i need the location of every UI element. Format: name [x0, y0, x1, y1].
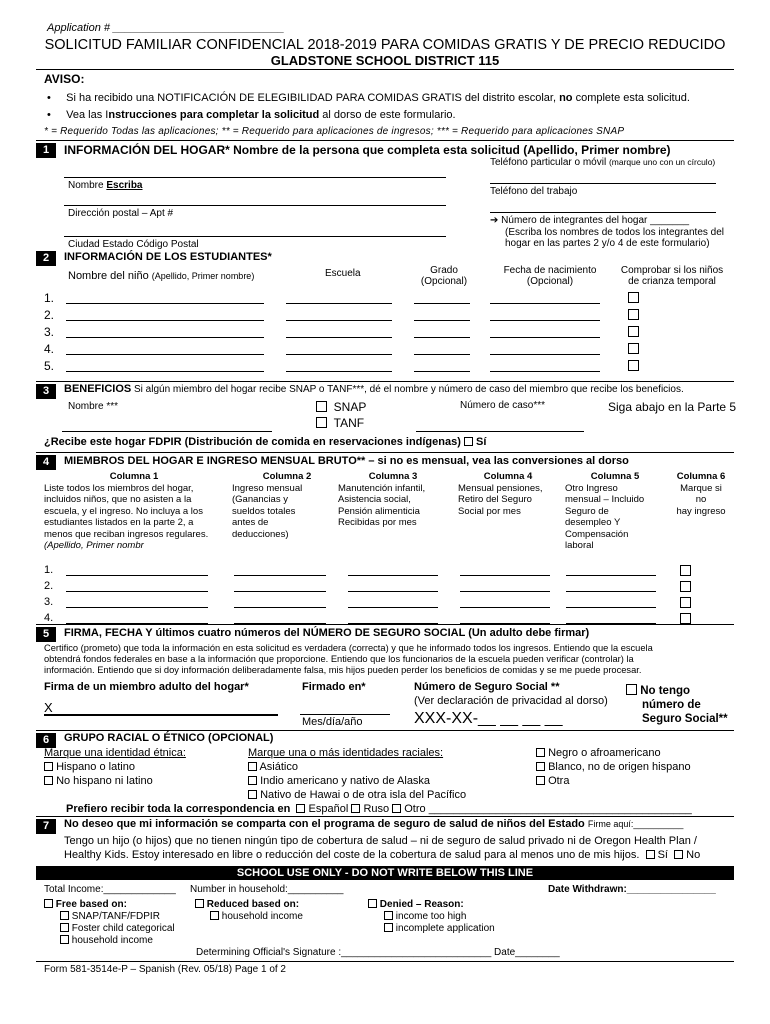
- no-ssn-line-2: número de: [642, 699, 701, 711]
- c5-line: desempleo Y: [565, 517, 621, 528]
- household-count-note-2: hogar en las partes 2 y/o 4 de este formulario): [505, 238, 710, 249]
- c6-line: Marque si: [680, 482, 722, 494]
- section-3-title: BENEFICIOS Si algún miembro del hogar recibe SNAP o TANF***, dé el nombre y número de caso del miembro que recibe los beneficios.: [64, 383, 684, 395]
- c3-line: Pensión alimenticia: [338, 505, 420, 517]
- section-1-number: 1: [36, 143, 56, 158]
- student-school-field[interactable]: [286, 337, 392, 338]
- certification-line-1: Certifico (prometo) que toda la información en esta solicitud es verdadera (correcta) y que he informado todos los ingresos. Entiendo que la escuela: [44, 643, 653, 653]
- section-3-number: 3: [36, 384, 56, 399]
- member-row-label: 2.: [44, 580, 54, 592]
- date-format-label: Mes/día/año: [302, 716, 363, 728]
- income-col3-field[interactable]: [348, 575, 438, 576]
- student-grade-field[interactable]: [414, 337, 470, 338]
- race-label: Marque una o más identidades raciales:: [248, 747, 444, 759]
- student-name-field[interactable]: [66, 337, 264, 338]
- section-4-number: 4: [36, 455, 56, 470]
- student-dob-field[interactable]: [490, 320, 600, 321]
- c4-line: Retiro del Seguro: [458, 494, 532, 505]
- tanf-checkbox[interactable]: TANF: [316, 416, 364, 430]
- member-row-label: 4.: [44, 612, 54, 624]
- student-name-field[interactable]: [66, 371, 264, 372]
- income-col2-field[interactable]: [234, 591, 326, 592]
- col-grade: Grado (Opcional): [420, 265, 468, 287]
- student-grade-field[interactable]: [414, 320, 470, 321]
- district-name: GLADSTONE SCHOOL DISTRICT 115: [270, 53, 500, 68]
- column-4-desc: Columna 4 Mensual pensiones, Retiro del Seguro Social por mes: [458, 471, 558, 517]
- form-footer: Form 581-3514e-P – Spanish (Rev. 05/18) Page 1 of 2: [44, 964, 286, 975]
- lang-other-checkbox[interactable]: [392, 804, 401, 813]
- student-dob-field[interactable]: [490, 337, 600, 338]
- student-row-label: 2.: [44, 308, 55, 322]
- aviso-bullet-2: • Vea las Instrucciones para completar la solicitud al dorso de este formulario.: [47, 109, 456, 121]
- c5-line: Seguro de: [565, 505, 609, 517]
- c2-line: Ingreso mensual: [232, 482, 303, 494]
- lang-spanish-checkbox[interactable]: [296, 804, 305, 813]
- certification-line-2: obtendrá fondos federales en base a la información que proporcione. Entiendo que los funcionarios de la escuela pueden verificar (controlar) la: [44, 654, 634, 664]
- column-3-desc: Columna 3 Manutención infantil, Asistencia social, Pensión alimenticia Recibidas por mes: [338, 471, 448, 529]
- case-number-label: Número de caso***: [460, 400, 546, 411]
- section-2-number: 2: [36, 251, 56, 266]
- foster-checkbox[interactable]: [628, 360, 639, 373]
- student-school-field[interactable]: [286, 303, 392, 304]
- school-use-bar: SCHOOL USE ONLY - DO NOT WRITE BELOW THIS LINE: [36, 866, 734, 880]
- column-1-line: escuela, y el ingreso. No incluya a los: [44, 505, 203, 517]
- signed-date-field[interactable]: [300, 714, 390, 715]
- student-dob-field[interactable]: [490, 303, 600, 304]
- c5-line: laboral: [565, 540, 594, 551]
- section-6-number: 6: [36, 733, 56, 748]
- section-5-title: FIRMA, FECHA Y últimos cuatro números del NÚMERO DE SEGURO SOCIAL (Un adulto debe firmar): [64, 627, 590, 639]
- free-snap[interactable]: SNAP/TANF/FDPIR: [60, 911, 160, 922]
- name-label: Nombre Escriba: [68, 180, 143, 191]
- c3-line: Manutención infantil,: [338, 482, 426, 494]
- income-col2-field[interactable]: [234, 575, 326, 576]
- income-col2-field[interactable]: [234, 607, 326, 608]
- snap-checkbox[interactable]: SNAP: [316, 400, 366, 414]
- aviso-bullet-1: • Si ha recibido una NOTIFICACIÓN DE ELEGIBILIDAD PARA COMIDAS GRATIS del distrito escolar, no complete esta solicitud.: [47, 92, 690, 104]
- reduced-based-on: Reduced based on:: [195, 899, 299, 910]
- student-school-field[interactable]: [286, 371, 392, 372]
- work-phone-label: Teléfono del trabajo: [490, 186, 578, 197]
- section-4-title: MIEMBROS DEL HOGAR E INGRESO MENSUAL BRUTO** – si no es mensual, vea las conversiones al dorso: [64, 455, 629, 467]
- ssn-note: (Ver declaración de privacidad al dorso): [414, 695, 608, 707]
- required-legend: * = Requerido Todas las aplicaciones; ** = Requerido para aplicaciones de ingresos; *** = Requerido para aplicaciones SNAP: [44, 126, 625, 137]
- ethnicity-label: Marque una identidad étnica:: [44, 747, 186, 759]
- fdpir-question: ¿Recibe este hogar FDPIR (Distribución de comida en reservaciones indígenas) Sí: [44, 436, 487, 448]
- signature-field[interactable]: [44, 714, 278, 716]
- c2-line: sueldos totales: [232, 505, 296, 517]
- foster-checkbox[interactable]: [628, 343, 639, 356]
- fdpir-checkbox[interactable]: [464, 437, 473, 446]
- column-6-desc: Columna 6 Marque si no hay ingreso: [668, 471, 734, 517]
- column-1-line: menos que reciban ingresos regulares.: [44, 528, 209, 540]
- health-no-checkbox[interactable]: [674, 850, 683, 859]
- no-income-checkbox[interactable]: [680, 565, 691, 578]
- income-col3-field[interactable]: [348, 607, 438, 608]
- race-option-other[interactable]: Otra: [536, 775, 569, 787]
- c5-line: Otro Ingreso: [565, 482, 618, 494]
- section-7-title: No deseo que mi información se comparta con el programa de seguro de salud de niños del Estado Firme aquí:__________: [64, 818, 684, 830]
- foster-checkbox[interactable]: [628, 292, 639, 305]
- ethnicity-option-not-hispanic[interactable]: No hispano ni latino: [44, 775, 153, 787]
- case-number-field[interactable]: [416, 431, 584, 432]
- student-row-label: 1.: [44, 291, 55, 305]
- income-col4-field[interactable]: [460, 607, 550, 608]
- member-name-field[interactable]: [66, 575, 208, 576]
- student-school-field[interactable]: [286, 320, 392, 321]
- race-option-black[interactable]: Negro o afroamericano: [536, 747, 661, 759]
- certification-line-3: información. Entiendo que si doy información deliberadamente falsa, mis hijos pueden perder los beneficios de comidas y se me puede procesar.: [44, 665, 642, 675]
- address-label: Dirección postal – Apt #: [68, 208, 174, 219]
- column-1-desc: Columna 1 Liste todos los miembros del hogar, incluidos niños, que no asisten a la escuela, y el ingreso. No incluya a los estudiantes listados en la parte 2, a menos que reciban ingresos regulares. (Apellido, Primer nombr: [44, 471, 224, 552]
- student-school-field[interactable]: [286, 354, 392, 355]
- denied-reason: Denied – Reason:: [368, 899, 464, 910]
- student-name-field[interactable]: [66, 303, 264, 304]
- column-1-line: (Apellido, Primer nombr: [44, 540, 144, 551]
- student-dob-field[interactable]: [490, 354, 600, 355]
- date-withdrawn: Date Withdrawn:________________: [548, 884, 716, 895]
- income-col3-field[interactable]: [348, 591, 438, 592]
- student-grade-field[interactable]: [414, 303, 470, 304]
- health-yes-checkbox[interactable]: [646, 850, 655, 859]
- student-name-field[interactable]: [66, 354, 264, 355]
- city-state-zip-label: Ciudad Estado Código Postal: [68, 239, 199, 250]
- no-income-checkbox[interactable]: [680, 597, 691, 610]
- c4-line: Mensual pensiones,: [458, 482, 543, 494]
- c6-line: no: [695, 494, 707, 505]
- student-grade-field[interactable]: [414, 354, 470, 355]
- race-option-asian[interactable]: Asiático: [248, 761, 298, 773]
- home-phone-label: Teléfono particular o móvil (marque uno con un círculo): [490, 157, 716, 168]
- column-1-line: Liste todos los miembros del hogar,: [44, 482, 194, 494]
- income-col4-field[interactable]: [460, 575, 550, 576]
- column-2-desc: Columna 2 Ingreso mensual (Ganancias y sueldos totales antes de deducciones): [232, 471, 342, 540]
- c6-line: hay ingreso: [676, 505, 726, 517]
- member-row-label: 3.: [44, 596, 54, 608]
- race-option-pacific-islander[interactable]: Nativo de Hawai o de otra isla del Pacífico: [248, 789, 466, 801]
- benefit-name-field[interactable]: [62, 431, 272, 432]
- signed-date-label: Firmado en*: [302, 681, 366, 693]
- column-1-line: incluidos niños, que no asisten a la: [44, 494, 192, 505]
- number-in-household: Number in household:__________: [190, 884, 344, 895]
- official-signature: Determining Official's Signature :___________________________ Date________: [196, 947, 560, 958]
- c5-line: Compensación: [565, 528, 629, 540]
- section-2-title: INFORMACIÓN DE LOS ESTUDIANTES*: [64, 251, 272, 263]
- race-option-native-american[interactable]: Indio americano y nativo de Alaska: [248, 775, 430, 787]
- income-col5-field[interactable]: [566, 575, 656, 576]
- form-title: SOLICITUD FAMILIAR CONFIDENCIAL 2018-2019 PARA COMIDAS GRATIS Y DE PRECIO REDUCIDO: [44, 37, 726, 53]
- c2-line: deducciones): [232, 528, 289, 540]
- c3-line: Recibidas por mes: [338, 517, 417, 528]
- signature-label: Firma de un miembro adulto del hogar*: [44, 681, 249, 693]
- free-foster[interactable]: Foster child categorical: [60, 923, 175, 934]
- no-ssn-checkbox[interactable]: No tengo: [626, 684, 690, 697]
- race-option-white[interactable]: Blanco, no de origen hispano: [536, 761, 691, 773]
- ssn-label: Número de Seguro Social **: [414, 681, 560, 693]
- student-row-label: 5.: [44, 359, 55, 373]
- section-1-title: INFORMACIÓN DEL HOGAR* Nombre de la persona que completa esta solicitud (Apellido, Primer nombre): [64, 143, 671, 157]
- c5-line: mensual – Incluido: [565, 494, 645, 505]
- income-col5-field[interactable]: [566, 607, 656, 608]
- no-ssn-line-3: Seguro Social**: [642, 713, 728, 725]
- correspondence-language: Prefiero recibir toda la correspondencia en Español Ruso Otro ___________________________________________: [66, 803, 692, 815]
- application-number: Application # ____________________________: [47, 22, 285, 34]
- household-count-note-1: (Escriba los nombres de todos los integrantes del: [505, 227, 725, 238]
- denied-incomplete[interactable]: incomplete application: [384, 923, 495, 934]
- foster-checkbox[interactable]: [628, 326, 639, 339]
- col-child-name: Nombre del niño (Apellido, Primer nombre): [68, 270, 255, 282]
- foster-checkbox[interactable]: [628, 309, 639, 322]
- column-5-desc: Columna 5 Otro Ingreso mensual – Incluido Seguro de desempleo Y Compensación laboral: [565, 471, 665, 552]
- go-to-part-5: Siga abajo en la Parte 5: [608, 400, 737, 414]
- total-income: Total Income:_____________: [44, 884, 176, 895]
- student-row-label: 4.: [44, 342, 55, 356]
- student-name-field[interactable]: [66, 320, 264, 321]
- reduced-income[interactable]: household income: [210, 911, 303, 922]
- col-foster: Comprobar si los niños de crianza temporal: [620, 265, 724, 287]
- ssn-field[interactable]: XXX-XX-__ __ __ __: [414, 710, 563, 727]
- student-dob-field[interactable]: [490, 371, 600, 372]
- member-name-field[interactable]: [66, 607, 208, 608]
- denied-income[interactable]: income too high: [384, 911, 466, 922]
- col-school: Escuela: [325, 268, 361, 279]
- c2-line: antes de: [232, 517, 269, 528]
- signature-x: X: [44, 700, 53, 715]
- member-row-label: 1.: [44, 564, 54, 576]
- income-col4-field[interactable]: [460, 591, 550, 592]
- free-based-on: Free based on:: [44, 899, 127, 910]
- benefit-name-label: Nombre ***: [68, 401, 119, 412]
- health-line-1: Tengo un hijo (o hijos) que no tienen ningún tipo de cobertura de salud – ni de seguro de salud privado ni de Oregon Health Plan /: [64, 835, 697, 847]
- free-income[interactable]: household income: [60, 935, 153, 946]
- household-count-label: ➔ Número de integrantes del hogar _______: [490, 215, 690, 226]
- c4-line: Social por mes: [458, 505, 521, 517]
- health-line-2: Healthy Kids. Estoy interesado en libre o reducción del coste de la cobertura de salud para al menos uno de mis hijos. Sí No: [64, 849, 701, 861]
- member-name-field[interactable]: [66, 591, 208, 592]
- column-1-line: estudiantes listados en la parte 2, a: [44, 517, 194, 528]
- income-col5-field[interactable]: [566, 591, 656, 592]
- c2-line: (Ganancias y: [232, 494, 288, 505]
- aviso-label: AVISO:: [44, 72, 85, 86]
- section-7-number: 7: [36, 819, 56, 834]
- section-5-number: 5: [36, 627, 56, 642]
- lang-russian-checkbox[interactable]: [351, 804, 360, 813]
- c3-line: Asistencia social,: [338, 494, 411, 505]
- section-6-title: GRUPO RACIAL O ÉTNICO (OPCIONAL): [64, 732, 274, 744]
- ethnicity-option-hispanic[interactable]: Hispano o latino: [44, 761, 135, 773]
- no-income-checkbox[interactable]: [680, 581, 691, 594]
- student-grade-field[interactable]: [414, 371, 470, 372]
- student-row-label: 3.: [44, 325, 55, 339]
- col-dob: Fecha de nacimiento (Opcional): [503, 265, 597, 287]
